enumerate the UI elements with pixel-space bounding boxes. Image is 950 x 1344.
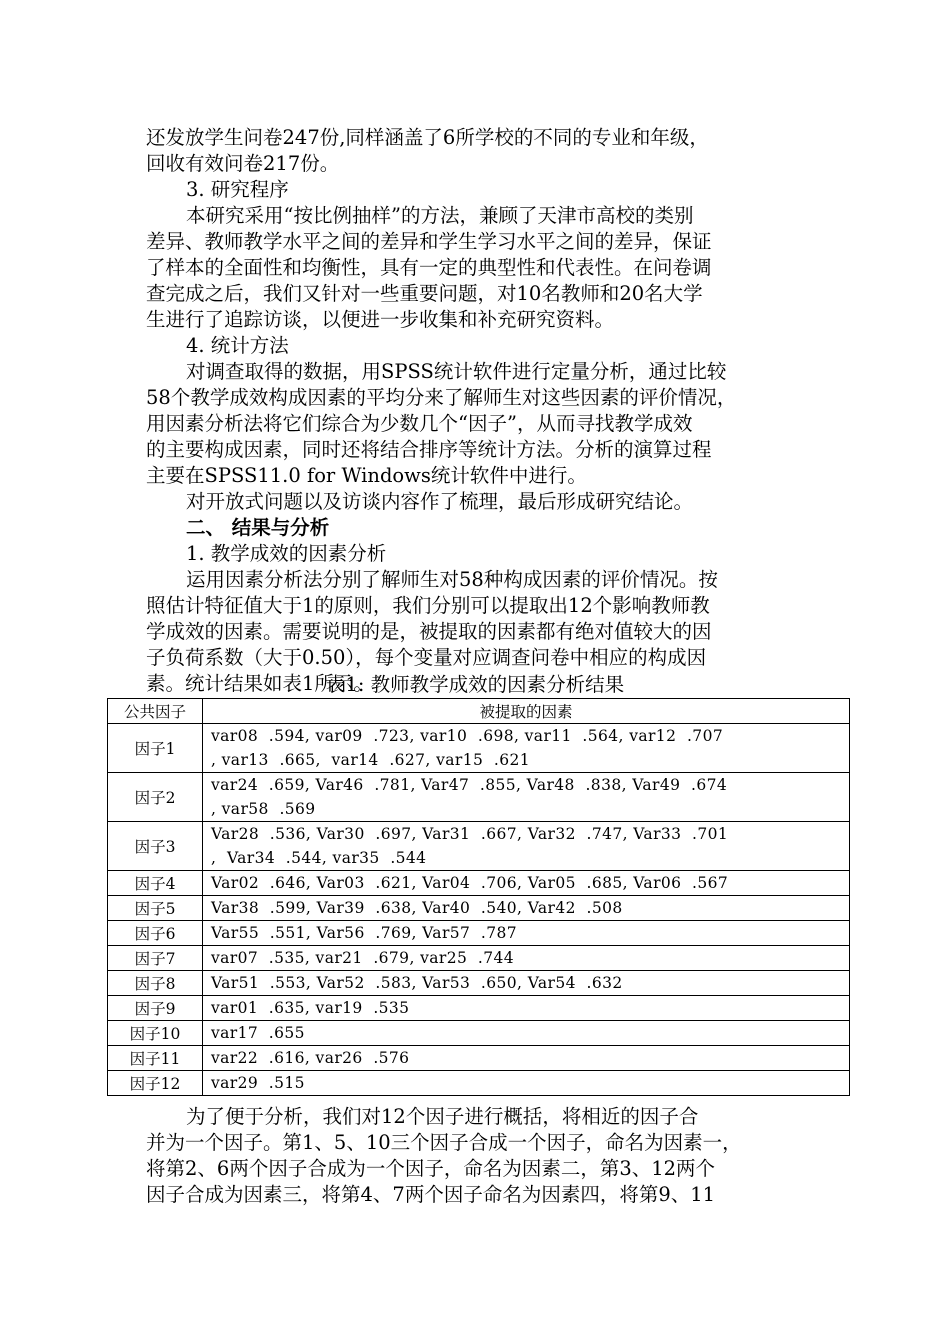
text-line: 了样本的全面性和均衡性，具有一定的典型性和代表性。在问卷调: [146, 256, 712, 279]
factor-loadings-cell: [203, 1071, 850, 1096]
text-line: 差异、教师教学水平之间的差异和学生学习水平之间的差异，保证: [146, 230, 712, 253]
loading-line: var08 .594, var09 .723, var10 .698, var11 .564, var12 .707: [211, 727, 724, 745]
text-line: 生进行了追踪访谈，以便进一步收集和补充研究资料。: [146, 308, 615, 331]
loading-line: var01 .635, var19 .535: [211, 999, 410, 1017]
factor-loadings-cell: [203, 1046, 850, 1071]
factor-loadings-cell: [203, 946, 850, 971]
factor-name-cell: 因子7: [108, 946, 203, 971]
text-line: 的主要构成因素，同时还将结合排序等统计方法。分析的演算过程: [146, 438, 712, 461]
loading-line: var29 .515: [211, 1074, 305, 1092]
body-text-bottom: [146, 1104, 818, 1208]
text-line: 58个教学成效构成因素的平均分来了解师生对这些因素的评价情况，: [146, 386, 737, 409]
table-row: [108, 921, 850, 946]
loading-line: , var58 .569: [211, 800, 316, 818]
text-line: 运用因素分析法分别了解师生对58种构成因素的评价情况。按: [186, 568, 718, 591]
table-row: [108, 971, 850, 996]
factor-loadings-cell: [203, 996, 850, 1021]
text-line: 为了便于分析，我们对12个因子进行概括，将相近的因子合: [186, 1105, 699, 1128]
text-line: 并为一个因子。第1、5、10三个因子合成一个因子，命名为因素一，: [146, 1131, 742, 1154]
factor-name-cell: 因子8: [108, 971, 203, 996]
factor-loadings-cell: [203, 921, 850, 946]
table-row: [108, 946, 850, 971]
factor-name-cell: 因子4: [108, 871, 203, 896]
factor-analysis-table: [107, 698, 850, 1096]
text-line: 主要在SPSS11.0 for Windows统计软件中进行。: [146, 464, 587, 487]
loading-line: Var02 .646, Var03 .621, Var04 .706, Var05 .685, Var06 .567: [211, 874, 729, 892]
factor-loadings-cell: [203, 1021, 850, 1046]
text-line: 1. 教学成效的因素分析: [186, 542, 387, 565]
text-line: 因子合成为因素三，将第4、7两个因子命名为因素四，将第9、11: [146, 1183, 716, 1206]
text-line: 回收有效问卷217份。: [146, 152, 340, 175]
loading-line: var24 .659, Var46 .781, Var47 .855, Var48 .838, Var49 .674: [211, 776, 728, 794]
loading-line: var07 .535, var21 .679, var25 .744: [211, 949, 514, 967]
factor-name-cell: 因子1: [108, 724, 203, 773]
factor-loadings-cell: [203, 896, 850, 921]
loading-line: Var55 .551, Var56 .769, Var57 .787: [211, 924, 518, 942]
factor-name-cell: 因子11: [108, 1046, 203, 1071]
table-row: [108, 896, 850, 921]
header-common-factor: 公共因子: [108, 699, 203, 724]
text-line: 查完成之后，我们又针对一些重要问题，对10名教师和20名大学: [146, 282, 703, 305]
text-line: 子负荷系数（大于0.50），每个变量对应调查问卷中相应的构成因: [146, 646, 707, 669]
text-line: 本研究采用“按比例抽样”的方法，兼顾了天津市高校的类别: [186, 204, 694, 227]
table-row: [108, 1046, 850, 1071]
loading-line: Var51 .553, Var52 .583, Var53 .650, Var54 .632: [211, 974, 623, 992]
loading-line: var22 .616, var26 .576: [211, 1049, 410, 1067]
text-line: 对开放式问题以及访谈内容作了梳理，最后形成研究结论。: [186, 490, 694, 513]
factor-name-cell: 因子10: [108, 1021, 203, 1046]
table-row: [108, 1071, 850, 1096]
factor-name-cell: 因子5: [108, 896, 203, 921]
text-line: 将第2、6两个因子合成为一个因子，命名为因素二，第3、12两个: [146, 1157, 716, 1180]
factor-name-cell: 因子2: [108, 773, 203, 822]
factor-name-cell: 因子3: [108, 822, 203, 871]
loading-line: Var28 .536, Var30 .697, Var31 .667, Var32 .747, Var33 .701: [211, 825, 729, 843]
loading-line: , Var34 .544, var35 .544: [211, 849, 427, 867]
table-row: [108, 724, 850, 773]
body-text-top: [146, 125, 818, 697]
loading-line: var17 .655: [211, 1024, 305, 1042]
text-line: 3. 研究程序: [186, 178, 289, 201]
text-line: 照估计特征值大于1的原则，我们分别可以提取出12个影响教师教: [146, 594, 710, 617]
table-row: [108, 996, 850, 1021]
text-line: 对调查取得的数据，用SPSS统计软件进行定量分析，通过比较: [186, 360, 727, 383]
factor-loadings-cell: [203, 822, 850, 871]
table-header-row: [108, 699, 850, 724]
table-row: [108, 871, 850, 896]
text-line: 素。统计结果如表1所示。: [146, 672, 373, 695]
table-row: [108, 822, 850, 871]
text-line: 用因素分析法将它们综合为少数几个“因子”，从而寻找教学成效: [146, 412, 693, 435]
table-row: [108, 1021, 850, 1046]
header-extracted-factors: 被提取的因素: [203, 699, 850, 724]
loading-line: , var13 .665, var14 .627, var15 .621: [211, 751, 530, 769]
factor-loadings-cell: [203, 871, 850, 896]
loading-line: Var38 .599, Var39 .638, Var40 .540, Var42 .508: [211, 899, 623, 917]
factor-loadings-cell: [203, 724, 850, 773]
text-line: 学成效的因素。需要说明的是，被提取的因素都有绝对值较大的因: [146, 620, 712, 643]
text-line: 4. 统计方法: [186, 334, 289, 357]
factor-name-cell: 因子6: [108, 921, 203, 946]
factor-loadings-cell: [203, 971, 850, 996]
factor-name-cell: 因子12: [108, 1071, 203, 1096]
section-heading: 二、 结果与分析: [186, 516, 330, 539]
table-row: [108, 773, 850, 822]
text-line: 还发放学生问卷247份,同样涵盖了6所学校的不同的专业和年级，: [146, 126, 709, 149]
table-caption: 表1: 教师教学成效的因素分析结果: [325, 673, 625, 696]
factor-name-cell: 因子9: [108, 996, 203, 1021]
factor-loadings-cell: [203, 773, 850, 822]
